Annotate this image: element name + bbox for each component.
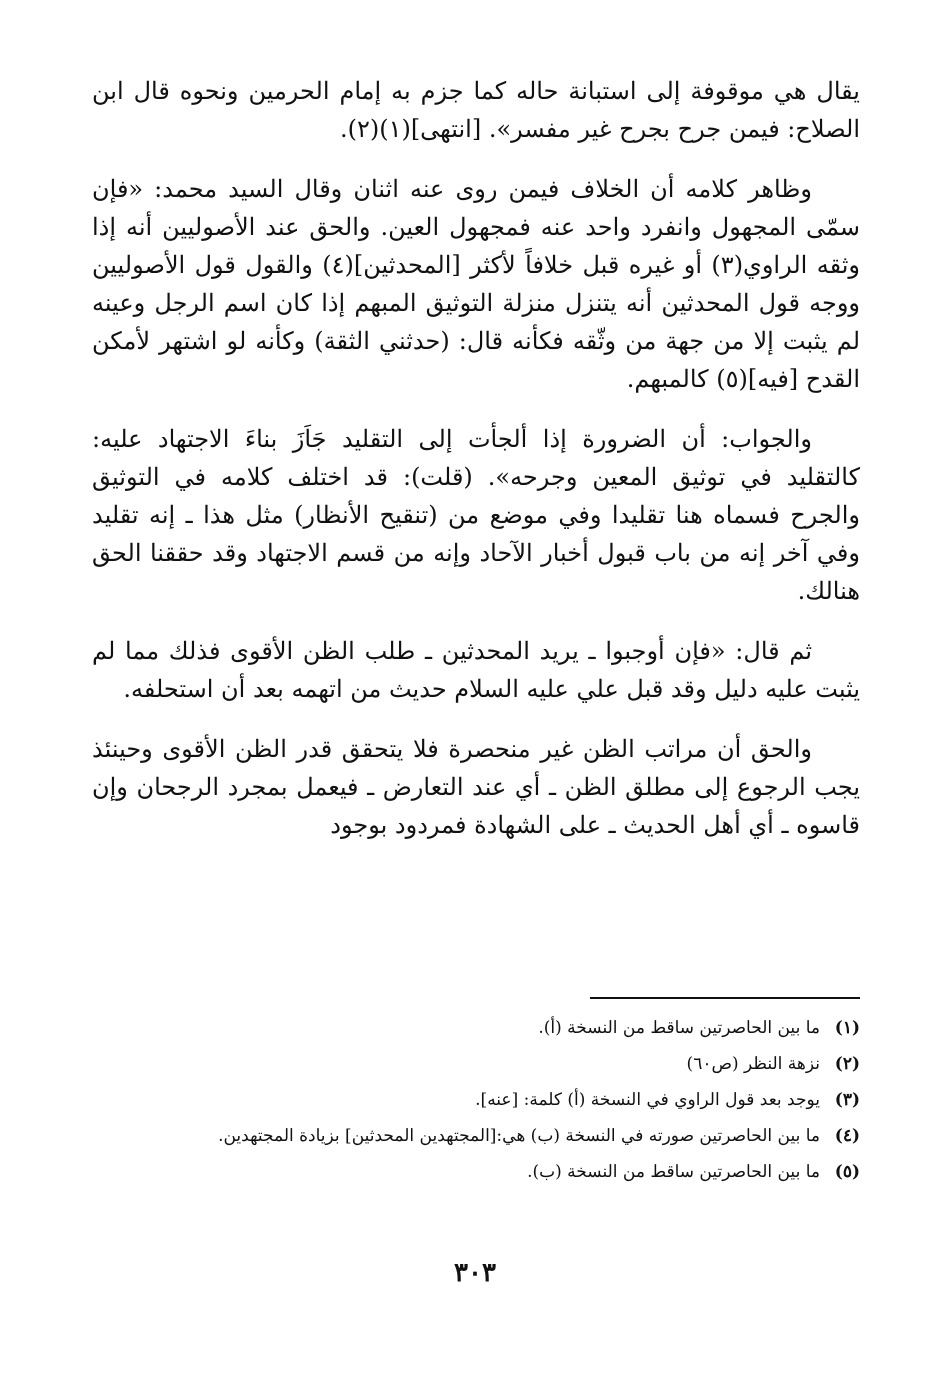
footnote-text: نزهة النظر (ص٦٠) <box>686 1054 820 1074</box>
footnotes <box>90 1012 860 1192</box>
footnote-divider <box>590 997 860 999</box>
paragraph-1: يقال هي موقوفة إلى استبانة حاله كما جزم به إمام الحرمين ونحوه قال ابن الصلاح: فيمن جرح بجرح غير مفسر». [انتهى](١)(٢). <box>92 77 860 143</box>
paragraph-4: ثم قال: «فإن أوجبوا ـ يريد المحدثين ـ طلب الظن الأقوى فذلك مما لم يثبت عليه دليل وقد قبل علي عليه السلام حديث من اتهمه بعد أن استحلفه. <box>92 637 860 703</box>
footnote-number: (١) <box>834 1018 860 1038</box>
paragraph-2: وظاهر كلامه أن الخلاف فيمن روى عنه اثنان وقال السيد محمد: «فإن سمّى المجهول وانفرد واحد عنه فمجهول العين. والحق عند الأصوليين أنه إذا وثقه الراوي(٣) أو غيره قبل خلافاً لأكثر [المحدثين](٤) والقول قول الأصوليين ووجه قول المحدثين أنه يتنزل منزلة التوثيق المبهم إذا كان اسم الرجل وعينه لم يثبت إلا من جهة من وثّقه فكأنه قال: (حدثني الثقة) وكأنه لو اشتهر لأمكن القدح [فيه](٥) كالمبهم. <box>92 175 860 393</box>
footnote-3 <box>90 1084 860 1116</box>
footnote-5 <box>90 1156 860 1188</box>
footnote-number: (٢) <box>834 1054 860 1074</box>
paragraph-3: والجواب: أن الضرورة إذا ألجأت إلى التقليد جَاَزَ بناءَ الاجتهاد عليه: كالتقليد في توثيق المعين وجرحه». (قلت): قد اختلف كلامه في التوثيق والجرح فسماه هنا تقليدا وفي موضع من (تنقيح الأنظار) مثل هذا ـ إنه تقليد وفي آخر إنه من باب قبول أخبار الآحاد وإنه من قسم الاجتهاد وقد حققنا الحق هنالك. <box>92 425 860 605</box>
main-text <box>92 72 860 866</box>
footnote-1 <box>90 1012 860 1044</box>
footnote-text: ما بين الحاصرتين ساقط من النسخة (أ). <box>538 1018 820 1038</box>
footnote-4 <box>90 1120 860 1152</box>
page-number: ٣٠٣ <box>454 1258 496 1288</box>
footnote-number: (٥) <box>834 1162 860 1182</box>
footnote-text: يوجد بعد قول الراوي في النسخة (أ) كلمة: [عنه]. <box>475 1090 820 1110</box>
paragraph-5: والحق أن مراتب الظن غير منحصرة فلا يتحقق قدر الظن الأقوى وحينئذ يجب الرجوع إلى مطلق الظن ـ أي عند التعارض ـ فيعمل بمجرد الرجحان وإن قاسوه ـ أي أهل الحديث ـ على الشهادة فمردود بوجود <box>92 735 860 839</box>
footnote-text: ما بين الحاصرتين ساقط من النسخة (ب). <box>527 1162 820 1182</box>
footnote-number: (٤) <box>834 1126 860 1146</box>
footnote-number: (٣) <box>834 1090 860 1110</box>
footnote-2 <box>90 1048 860 1080</box>
footnote-text: ما بين الحاصرتين صورته في النسخة (ب) هي:[المجتهدين المحدثين] بزيادة المجتهدين. <box>218 1126 820 1146</box>
